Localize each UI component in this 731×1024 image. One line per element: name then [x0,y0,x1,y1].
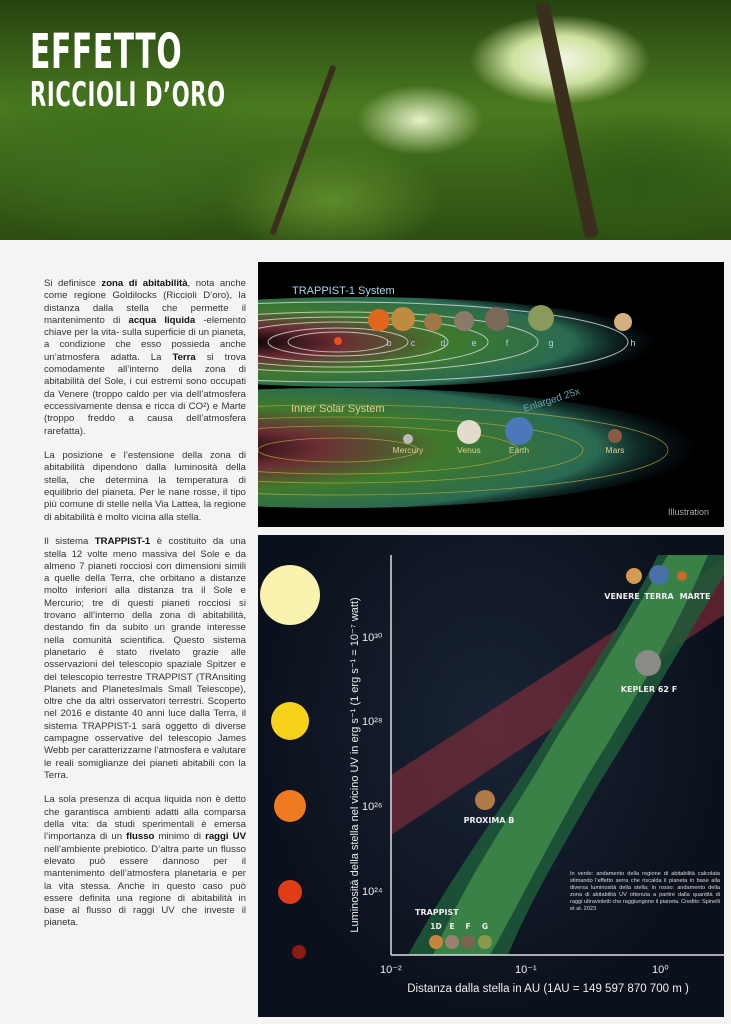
article-body [44,278,246,942]
text-run: Si definisce [44,278,102,289]
trappist-planet-icon [445,935,459,949]
text-run: La sola presenza di acqua liquida non è detto che garantisca ambienti adatti alla comparsa della vita: da studi sperimentali è emersa l’importanza di un [44,794,246,843]
paragraph [44,278,246,438]
trappist-planet-icon [454,311,474,331]
trappist-planet-label: c [410,338,416,348]
habitable-zone-illustration [258,262,724,527]
text-run: Il sistema [44,536,95,548]
trappist-planet-label: e [471,338,477,348]
trappist-planet-icon [478,935,492,949]
trappist-planet-label: d [440,338,446,348]
earth-icon [505,417,533,445]
trappist-star-icon [334,337,342,345]
bold-term: flusso [126,831,155,843]
venere-icon [626,568,642,584]
bold-term: Terra [172,351,196,363]
illustration-credit: Illustration [668,507,710,517]
trappist-planet-icon [391,307,415,331]
trappist-system-title: TRAPPIST-1 System [292,285,395,297]
proxima-b-icon [475,790,495,810]
bold-term: raggi UV [205,831,246,843]
x-axis-label: Distanza dalla stella in AU (1AU = 149 597 870 700 m ) [407,983,689,995]
paragraph [44,794,246,929]
marte-label: MARTE [679,592,711,601]
paragraph [44,450,246,524]
enlarged-note: Enlarged 25x [522,386,582,415]
x-tick: 10⁻² [380,964,402,976]
text-run: è costituito da una stella 12 volte meno massiva del Sole e da almeno 7 pianeti rocciosi con dimensioni simili a quelle della Terra, che orbitano a distanze molto inferiori alla distanza tra il Sole e Mercurio; tre di questi pianeti rocciosi si trovano all’interno della zona di abitabilità, destando fin da subito un grande interesse nella comunità scientifica. Questo sistema planetario è stato rivelato grazie alle osservazioni del telescopio spaziale Spitzer e del telescopio terrestre TRAPPIST (TRAnsiting Planets and PlanetesImals Small Telescope), oltre che da altri osservatori terrestri. Scoperto nel 2016 e distante 40 anni luce dalla Terra, il sistema TRAPPIST-1 sarà oggetto di diverse campagne osservative del telescopio James Webb per caratterizzarne l’atmosfera e valutare le reali somiglianze dei pianeti abitabili con la Terra. [44,536,246,781]
terra-label: TERRA [644,592,674,601]
trappist-label: TRAPPIST [415,908,459,917]
trappist-planet-label: b [386,338,392,348]
text-run: nell’ambiente prebiotico. D’altra parte un flusso elevato può essere dannoso per il mantenimento dell’atmosfera planetaria e per la vita stessa. Anche in questo caso può essere definita una regione di abitabilità in base al flusso di raggi UV che investe il pianeta. [44,843,246,929]
trappist-planet-icon [429,935,443,949]
page-title: EFFETTO RICCIOLI D’ORO [30,24,226,115]
trappist-planet-icon [485,307,509,331]
kepler-62f-icon [635,650,661,676]
solar-planet-label: Earth [508,445,530,455]
venere-label: VENERE [604,592,640,601]
uv-habitable-zone-chart [258,535,724,1017]
trappist-planet-label: E [449,922,455,931]
star-icon [274,790,306,822]
kepler-label: KEPLER 62 F [620,685,678,694]
trappist-planet-icon [614,313,632,331]
mars-icon [608,429,622,443]
y-tick: 10²⁶ [362,801,383,813]
venus-icon [457,420,481,444]
text-run: , nota anche come regione Goldilocks (Riccioli D’oro), la distanza dalla stella che permette il mantenimento di [44,278,246,326]
bold-term: zona di abitabilità [101,278,188,289]
sun-star-icon [260,565,320,625]
text-run: -elemento chiave per la vita- sulla superficie di un pianeta, a condizione che esso possieda anche un’atmosfera adatta. La [44,314,247,363]
y-tick: 10²⁸ [362,716,383,728]
proxima-label: PROXIMA B [463,816,515,825]
trappist-planet-label: h [630,338,636,348]
star-icon [278,880,302,904]
trappist-planet-label: f [505,338,509,348]
trappist-planet-icon [424,313,442,331]
hero-forest-image [0,0,731,240]
star-icon [271,702,309,740]
trappist-planet-label: g [548,338,554,348]
trappist-planet-icon [461,935,475,949]
star-icon [292,945,306,959]
solar-system-title: Inner Solar System [291,403,385,415]
x-tick: 10⁰ [652,964,669,976]
bold-term: TRAPPIST-1 [94,536,151,548]
text-run: La posizione e l’estensione della zona di abitabilità dipendono dalla luminosità della stella, che determina la temperatura di equilibrio del pianeta. Per le nane rosse, il tipo più comune di stelle nella Via Lattea, la regione di abitabilità è molto vicina alla stella. [44,450,246,523]
trappist-planet-label: F [465,922,471,931]
marte-icon [677,571,687,581]
y-tick: 10³⁰ [362,632,383,644]
solar-planet-label: Venus [457,445,481,455]
bold-term: acqua liquida [128,314,196,326]
y-axis-label: Luminosità della stella nel vicino UV in erg s⁻¹ (1 erg s⁻¹ = 10⁻⁷ watt) [349,597,361,933]
terra-icon [649,565,669,585]
text-run: si trova comodamente all’interno della zona di abitabilità del Sole, i cui estremi sono occupati da Venere (troppo caldo per via dell’atmosfera eccessivamente densa e ricca di CO²) e Marte (troppo freddo a causa dell’atmosfera rarefatta). [44,351,246,437]
trappist-planet-icon [368,309,390,331]
solar-planet-label: Mars [605,445,625,455]
trappist-planet-icon [528,305,554,331]
trappist-planet-label: 1D [430,922,442,931]
text-run: minimo di [154,831,206,843]
trappist-planet-label: G [481,922,489,931]
solar-planet-label: Mercury [392,445,424,455]
mercury-icon [403,434,413,444]
y-tick: 10²⁴ [362,886,383,898]
paragraph [44,536,246,782]
chart-caption: In verde: andamento della regione di abitabilità calcolata stimando l’effetto serra che riscalda il pianeta in base alla diversa luminosità della stella; in rosso: andamento della zona di abitabilità UV ottenuta a partire dalla quantità di raggi ultravioletti che raggiungono il pianeta. Credits: Spinelli et al. 2023 [570,871,720,912]
x-tick: 10⁻¹ [515,964,537,976]
